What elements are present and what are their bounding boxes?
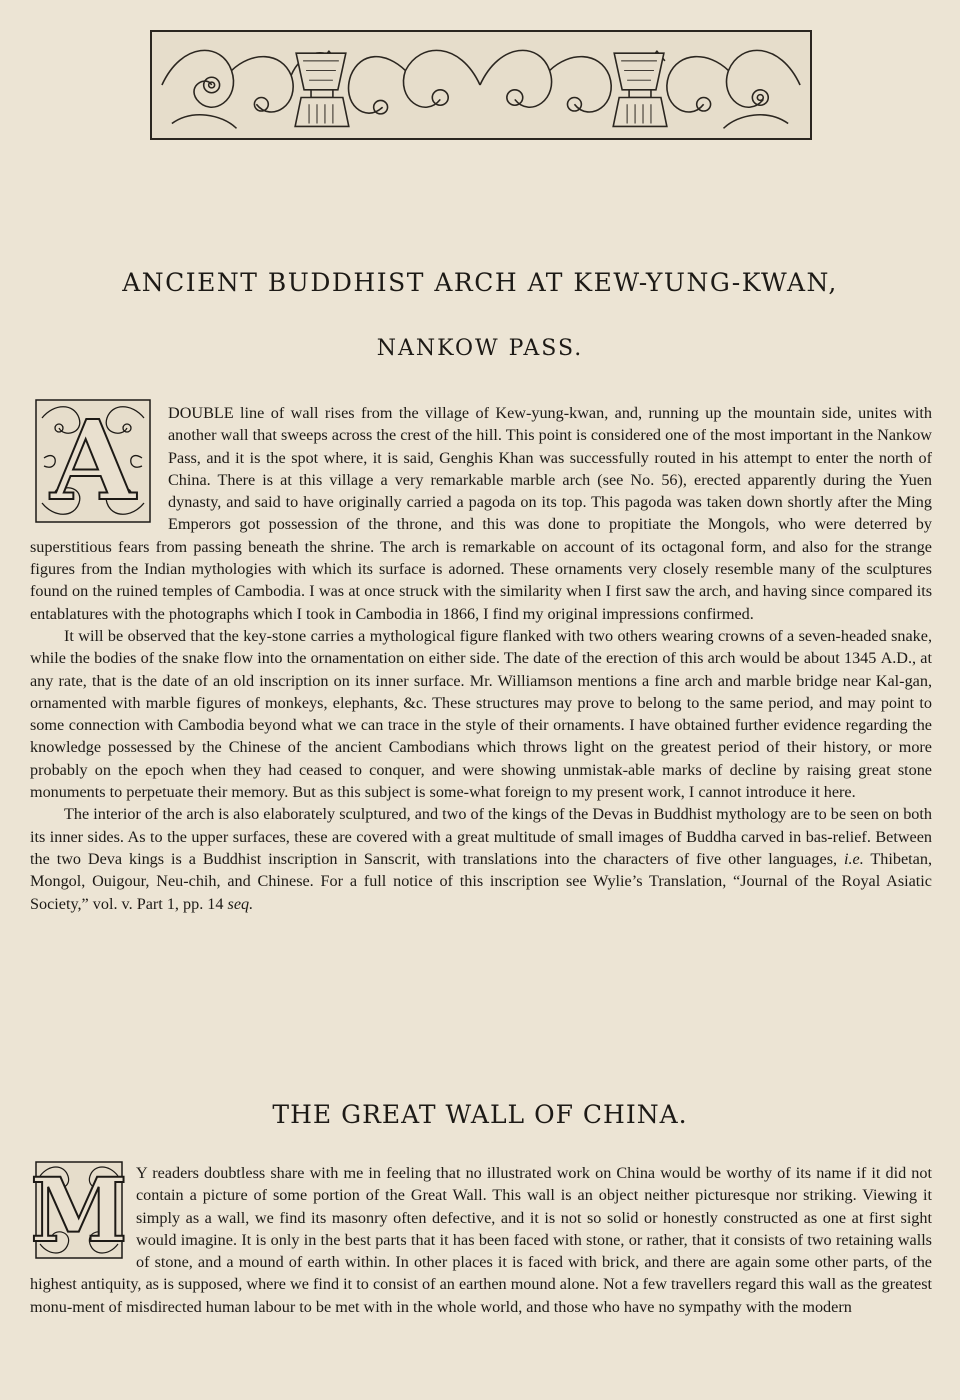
headpiece-ornament: [150, 30, 812, 140]
paragraph: Y readers doubtless share with me in feeling that no illustrated work on China would be worthy of its name if it did not contain a picture of some portion of the Great Wall. This wall is an object neither picturesque nor striking. Viewing it simply as a wall, we find its masonry often defective, and it is not so solid or honestly constructed as one at first sight would imagine. It is only in the best parts that it has been faced with stone, or rather, that it consists of two retaining walls of stone, and a mound of earth within. In other places it is faced with brick, and there are again some other parts, of the highest antiquity, as is supposed, where we find it to consist of an earthen mound alone. Not a few travellers regard this wall as the greatest monu-ment of misdirected human labour to be met with in the whole world, and those who have no sympathy with the modern: [30, 1164, 932, 1316]
paragraph: DOUBLE line of wall rises from the village of Kew-yung-kwan, and, running up the mountain side, unites with another wall that sweeps across the crest of the hill. This point is considered one of the most important in the Nankow Pass, and it is the spot where, it is said, Genghis Khan was successfully routed in his attempt to enter the north of China. There is at this village a very remarkable marble arch (see No. 56), erected apparently during the Yuen dynasty, and said to have originally carried a pagoda on its top. This pagoda was taken down shortly after the Ming Emperors got possession of the throne, and this was done to propitiate the Mongols, who were deterred by superstitious fears from passing beneath the shrine. The arch is remarkable on account of its octagonal form, and also for the strange figures from the Indian mythologies with which its surface is adorned. These ornaments very closely resemble many of the sculptures found on the ruined temples of Cambodia. I was at once struck with the similarity when I first saw the arch, and having since compared its entablatures with the photographs which I took in Cambodia in 1866, I find my original impressions confirmed.: [30, 404, 932, 623]
article-body: [30, 1158, 932, 1318]
floral-vase-ornament-icon: [152, 32, 810, 138]
drop-cap-letter: A: [50, 396, 136, 525]
section-title: THE GREAT WALL OF CHINA.: [272, 1100, 688, 1129]
drop-cap-letter: M: [30, 1158, 128, 1262]
drop-cap-a: [34, 398, 152, 524]
article-body: [30, 396, 932, 915]
drop-cap-m: [30, 1158, 128, 1262]
article-title: ANCIENT BUDDHIST ARCH AT KEW-YUNG-KWAN,: [122, 268, 838, 297]
paragraph: The interior of the arch is also elaborately sculptured, and two of the kings of the Devas in Buddhist mythology are to be seen on both its inner sides. As to the upper surfaces, these are covered with a great multitude of small images of Buddha carved in bas-relief. Between the two Deva kings is a Buddhist inscription in Sanscrit, with translations into the characters of five other languages, i.e. Thibetan, Mongol, Ouigour, Neu-chih, and Chinese. For a full notice of this inscription see Wylie’s Translation, “Journal of the Royal Asiatic Society,” vol. v. Part 1, pp. 14 seq.: [30, 805, 932, 913]
paragraph: It will be observed that the key-stone carries a mythological figure flanked with two others wearing crowns of a seven-headed snake, while the bodies of the snake flow into the ornamentation on either side. The date of the erection of this arch would be about 1345 A.D., at any rate, that is the date of an old inscription on its inner surface. Mr. Williamson mentions a fine arch and marble bridge near Kal-gan, ornamented with marble figures of monkeys, elephants, &c. These structures may prove to belong to the same period, and may point to some connection with Cambodia beyond what we can trace in the style of their ornaments. I have obtained further evidence regarding the knowledge possessed by the Chinese of the ancient Cambodians which throws light on the greatest period of their history, or more probably on the epoch when they had ceased to conquer, and were showing unmistak-able marks of decline by raising great stone monuments to perpetuate their memory. But as this subject is some-what foreign to my present work, I cannot introduce it here.: [30, 626, 932, 802]
article-subtitle: NANKOW PASS.: [376, 336, 584, 361]
